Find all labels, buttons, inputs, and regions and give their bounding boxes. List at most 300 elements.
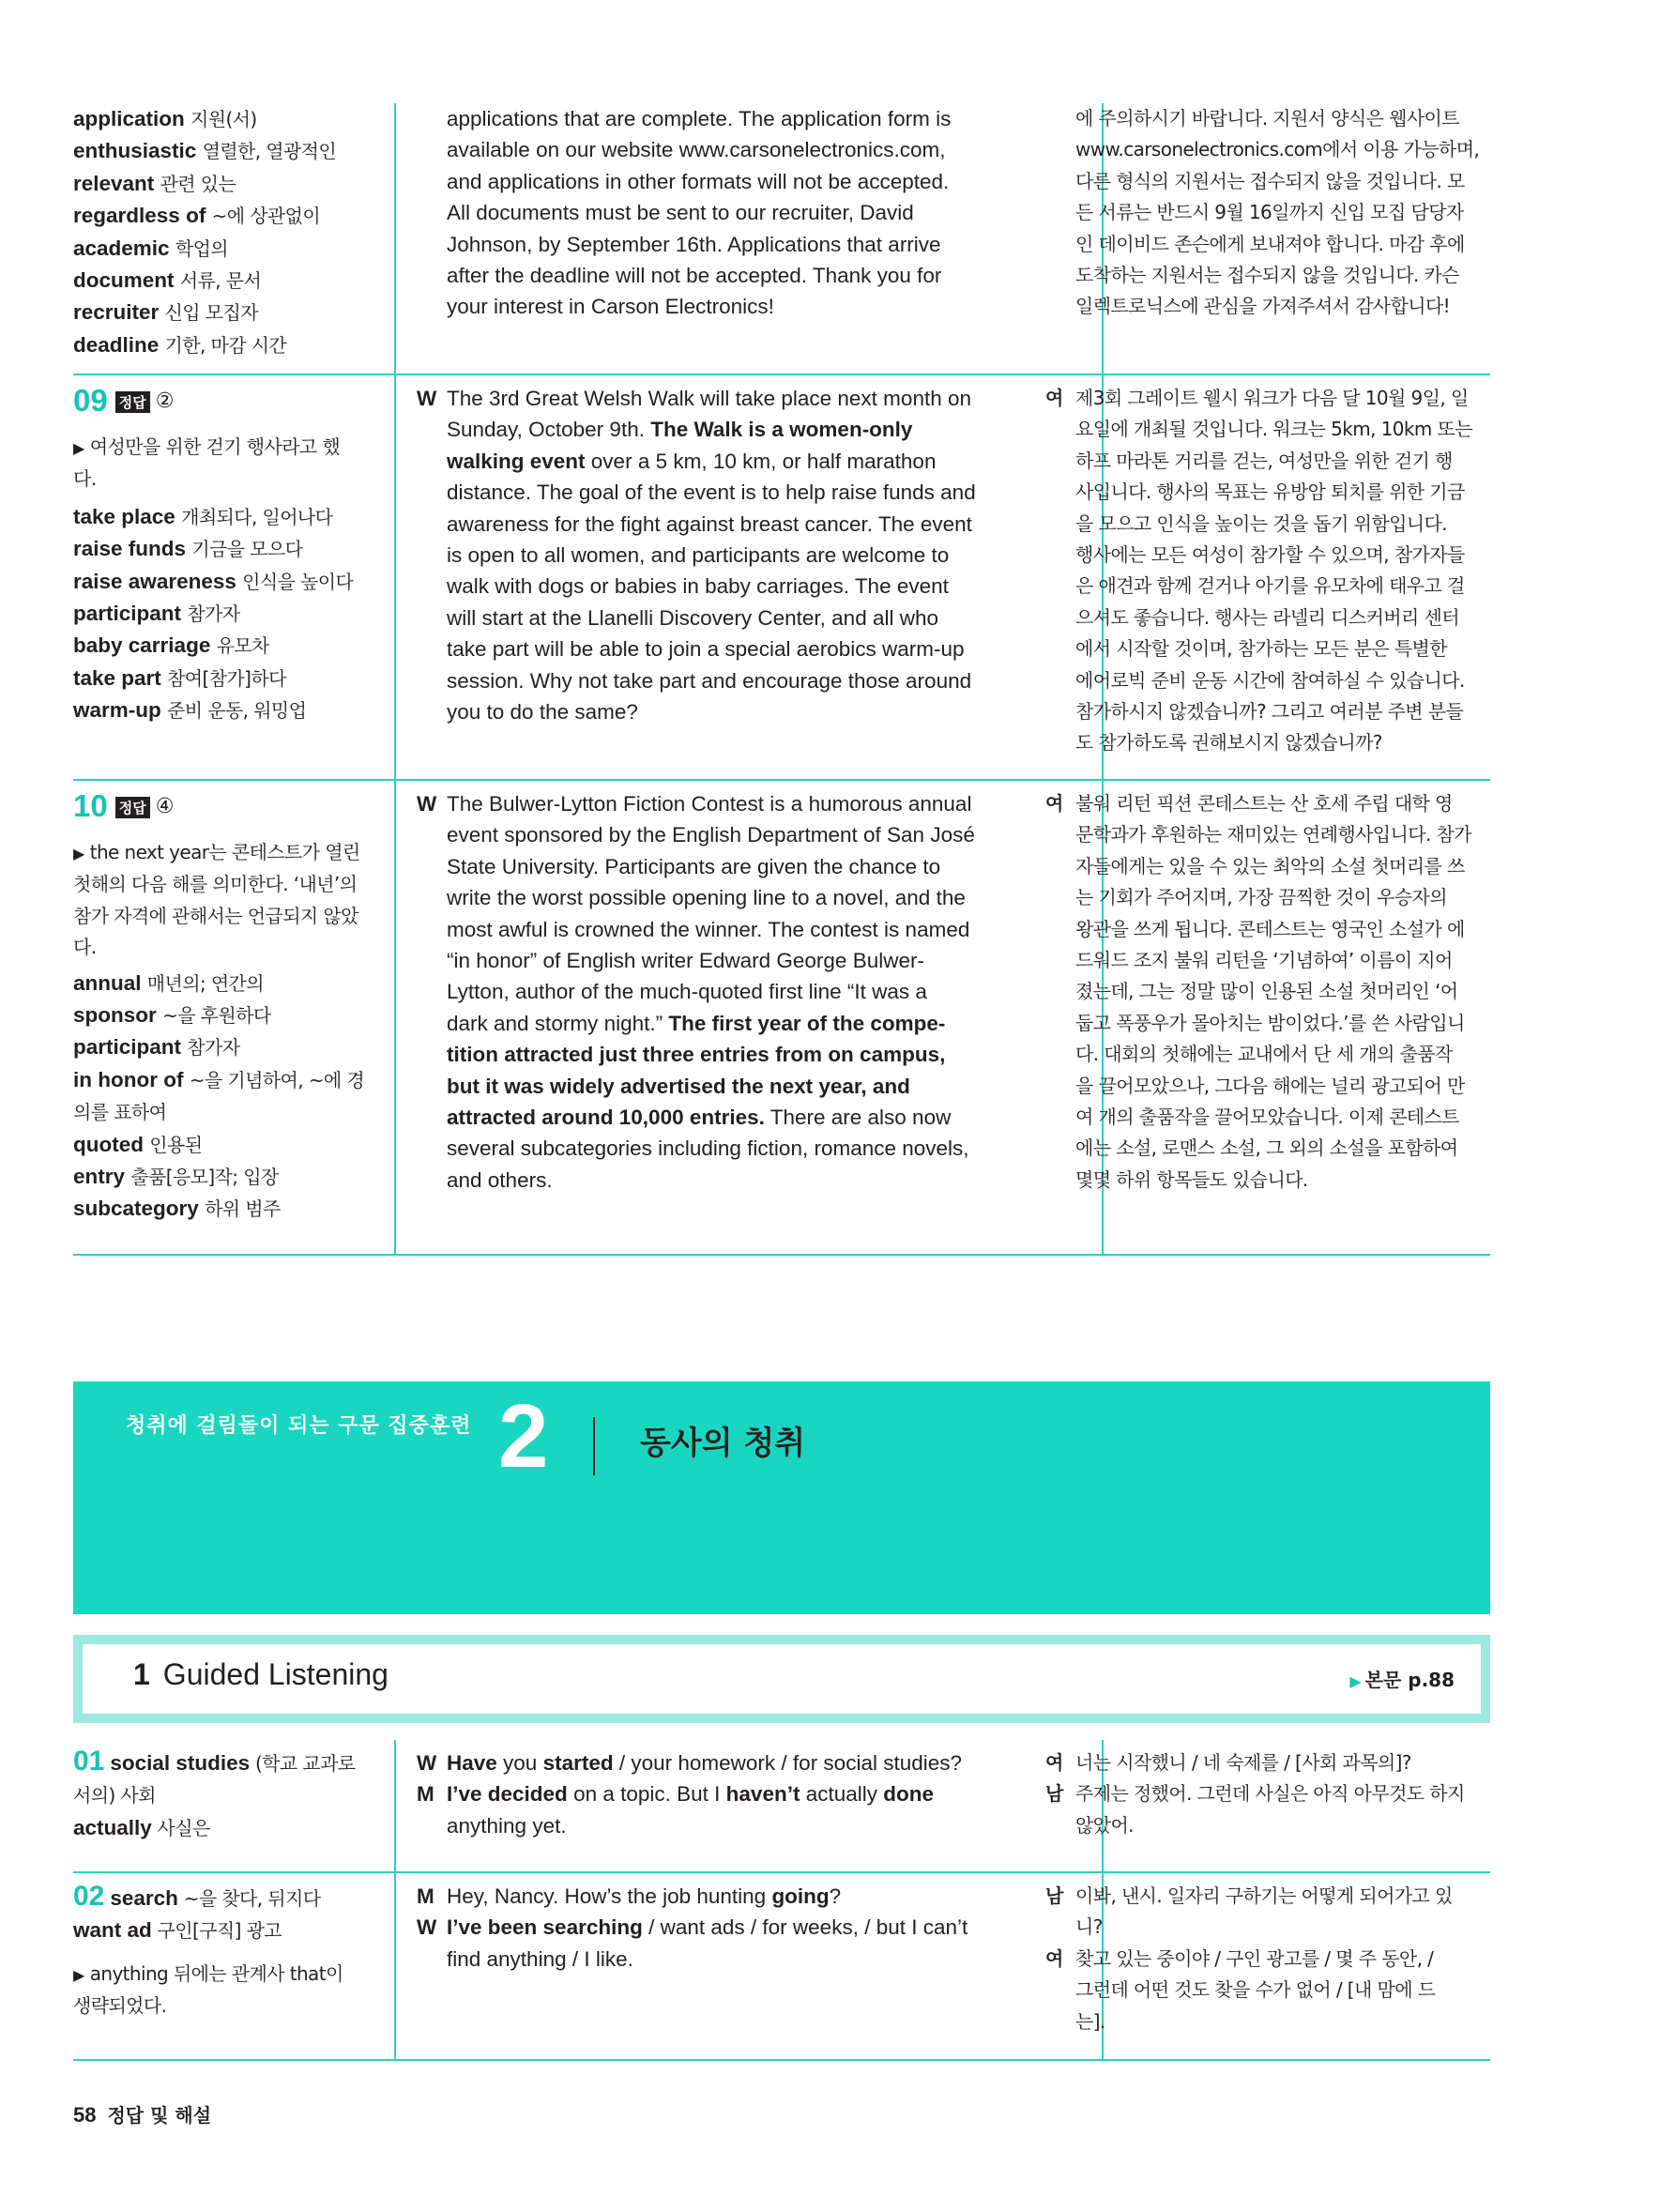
- explanation-line: [73, 1959, 383, 1991]
- script-text: session. Why not take part and encourage those around: [447, 668, 972, 693]
- script-text: Sunday, October 9th.: [447, 418, 651, 442]
- translation-text: 몇몇 하위 항목들도 있습니다.: [1075, 1167, 1308, 1191]
- script-line: and applications in other formats will not be accepted.: [447, 169, 950, 193]
- vocab-item: [73, 663, 383, 694]
- vocab-meaning: ~을 기념하여, ~에 경: [189, 1068, 365, 1091]
- translation-text: 은 애견과 함께 걷거나 아기를 유모차에 태우고 걸: [1075, 574, 1465, 598]
- vocab-item: [73, 999, 383, 1031]
- vocab-item: [73, 200, 383, 232]
- explanation-text: 다.: [73, 936, 97, 959]
- script-text: / want ads / for weeks, / but I can’t: [642, 1915, 968, 1940]
- guided-title: Guided Listening: [162, 1657, 389, 1691]
- vocab-meaning: ~을 후원하다: [162, 1004, 271, 1028]
- vocab-item: [73, 694, 383, 726]
- script-text: State University. Participants are given the chance to: [447, 854, 941, 878]
- translation-line: [1045, 1778, 1490, 1809]
- script-line: [447, 477, 1122, 508]
- guided-inner: [83, 1644, 1481, 1714]
- explanation-text: 다.: [73, 467, 97, 491]
- explanation-line: [73, 464, 383, 495]
- vocab-meaning: 참여[참가]하다: [167, 666, 286, 690]
- translation-line: [1045, 1944, 1490, 1975]
- script-text: started: [542, 1751, 614, 1775]
- translation-text: 으셔도 좋습니다. 행사는 라넬리 디스커버리 센터: [1075, 605, 1459, 629]
- g02-left-column: [73, 1881, 383, 2022]
- question-10-row: [73, 781, 1490, 1256]
- vocab-item: [73, 1031, 383, 1063]
- vocab-meaning: 신입 모집자: [164, 301, 258, 325]
- vocab-item: [73, 168, 383, 200]
- translation-text: 행사에는 모든 여성이 참가할 수 있으며, 참가자들: [1075, 543, 1465, 567]
- g01-left-column: [73, 1746, 383, 1844]
- triangle-right-icon: ▶: [73, 439, 84, 457]
- script-text: find anything / I like.: [447, 1946, 633, 1971]
- script-column: [447, 103, 1122, 323]
- script-text: awareness for the fight against breast cancer. The event: [447, 511, 972, 536]
- script-text: The Bulwer-Lytton Fiction Contest is a humorous annual: [447, 792, 972, 816]
- q10-script: [417, 788, 1122, 1196]
- translation-line: [1075, 446, 1490, 477]
- script-line: [447, 976, 1122, 1007]
- translation-text: 을 모으고 인식을 높이는 것을 돕기 위함입니다.: [1075, 511, 1447, 535]
- vocab-term: subcategory: [73, 1197, 199, 1221]
- translation-line: [1075, 1039, 1490, 1070]
- triangle-right-icon: ▶: [73, 1965, 84, 1984]
- vocab-item: [73, 1161, 383, 1193]
- translation-line: 인 데이비드 존슨에게 보내져야 합니다. 마감 후에: [1075, 232, 1465, 255]
- vocab-item: [73, 135, 383, 167]
- translation-line: [1075, 603, 1490, 633]
- vocab-text: ~을 찾다, 뒤지다: [177, 1887, 321, 1910]
- question-number: 01: [73, 1746, 105, 1777]
- translation-text: 요일에 개최될 것입니다. 워크는 5km, 10km 또는: [1075, 418, 1472, 441]
- translation-text: 않았어.: [1075, 1813, 1134, 1837]
- speaker-label: 여: [1045, 792, 1063, 815]
- vocab-item: [73, 501, 383, 533]
- vocab-meaning: 인용된: [149, 1133, 203, 1156]
- explanation-text: 첫해의 다음 해를 의미한다. ‘내년’의: [73, 873, 358, 896]
- explanation-line: [73, 901, 383, 932]
- translation-line: [1075, 819, 1490, 850]
- vocab-item: [73, 233, 383, 265]
- explanation-line: [73, 869, 383, 900]
- translation-text: 을 끌어모았으나, 그다음 해에는 널리 광고되어 만: [1075, 1074, 1465, 1097]
- explanation-text: the next year는 콘테스트가 열린: [89, 841, 360, 863]
- script-line: [447, 1008, 1122, 1039]
- speaker-label: W: [417, 1915, 437, 1940]
- script-text: The first year of the compe-: [668, 1011, 946, 1035]
- vocab-term: in honor of: [73, 1067, 184, 1091]
- vocab-term: raise funds: [73, 537, 187, 561]
- script-line: [447, 819, 1122, 850]
- translation-text: 제3회 그레이트 웰시 워크가 다음 달 10월 9일, 일: [1075, 387, 1469, 409]
- translation-line: [1075, 1165, 1490, 1196]
- script-text: The 3rd Great Welsh Walk will take place next month on: [447, 387, 971, 410]
- translation-line: [1075, 727, 1490, 758]
- translation-text: 에서 시작할 것이며, 참가하는 모든 분은 특별한: [1075, 637, 1447, 661]
- ref-label: 본문: [1364, 1669, 1402, 1691]
- guided-number: 1: [133, 1657, 150, 1691]
- script-text: write the worst possible opening line to a novel, and the: [447, 886, 966, 910]
- vocab-text: want ad: [73, 1918, 152, 1943]
- translation-column: [1075, 103, 1480, 323]
- translation-line: [1075, 851, 1490, 882]
- vocab-line: [73, 1746, 383, 1779]
- script-text: going: [771, 1884, 830, 1908]
- script-line: [447, 1039, 1122, 1070]
- script-line: [447, 1102, 1122, 1133]
- script-text: but it was widely advertised the next year, and: [447, 1074, 910, 1098]
- vocab-meaning: 열렬한, 열광적인: [202, 140, 337, 163]
- vocab-meaning: 지원(서): [190, 108, 257, 130]
- answer-mark: ④: [155, 795, 175, 818]
- guided-listening-header: [73, 1635, 1490, 1723]
- translation-text: 여 개의 출품작을 끌어모았습니다. 이제 콘테스트: [1075, 1106, 1459, 1129]
- script-text: you to do the same?: [447, 700, 638, 725]
- vocab-item: [73, 1096, 383, 1128]
- vocab-item: [73, 598, 383, 630]
- script-text: The Walk is a women-only: [650, 418, 913, 442]
- script-text: dark and stormy night.”: [447, 1011, 669, 1035]
- translation-line: [1075, 882, 1490, 913]
- banner-divider: [593, 1417, 595, 1475]
- speaker-label: W: [417, 1751, 437, 1775]
- script-line: [447, 851, 1122, 882]
- translation-line: [1075, 633, 1490, 664]
- q09-explanation: [73, 432, 383, 496]
- vocab-line: [73, 1779, 383, 1811]
- script-line: [417, 1881, 1122, 1912]
- speaker-label: M: [417, 1884, 434, 1908]
- vocab-term: entry: [73, 1165, 126, 1189]
- script-line: Johnson, by September 16th. Applications that arrive: [447, 232, 941, 256]
- vocab-term: academic: [73, 236, 170, 260]
- script-text: actually: [800, 1782, 884, 1807]
- vocab-term: application: [73, 107, 185, 130]
- translation-line: [1045, 383, 1490, 414]
- script-text: There are also now: [764, 1106, 952, 1130]
- translation-line: www.carsonelectronics.com에서 이용 가능하며,: [1075, 138, 1480, 161]
- vocab-term: quoted: [73, 1132, 144, 1156]
- vocab-term: warm-up: [73, 698, 161, 723]
- vocab-item: [73, 265, 383, 297]
- vocab-line: [73, 1915, 383, 1946]
- script-text: take part will be able to join a special aerobics warm-up: [447, 637, 965, 662]
- vocab-term: participant: [73, 1035, 182, 1060]
- vocab-term: enthusiastic: [73, 139, 197, 163]
- ref-page: p.88: [1408, 1669, 1455, 1691]
- script-line: [447, 1071, 1122, 1102]
- explanation-text: 참가 자격에 관해서는 언급되지 않았: [73, 904, 358, 927]
- question-number: 09: [73, 383, 108, 418]
- script-text: several subcategories including fiction, romance novels,: [447, 1137, 969, 1161]
- translation-text: 하프 마라톤 거리를 걷는, 여성만을 위한 걷기 행: [1075, 449, 1453, 472]
- vocab-item: [73, 968, 383, 999]
- translation-line: [1045, 1881, 1490, 1912]
- vocab-text: social studies: [110, 1751, 251, 1775]
- q09-left-column: [73, 383, 383, 727]
- vocab-text: (학교 교과로: [250, 1752, 356, 1775]
- page-reference: [1349, 1665, 1455, 1692]
- script-line: available on our website www.carsonelectronics.com,: [447, 138, 946, 162]
- vocab-meaning: 서류, 문서: [179, 269, 262, 293]
- script-line: [447, 1944, 1122, 1975]
- script-line: [417, 1747, 1122, 1778]
- script-text: you: [496, 1751, 543, 1775]
- translation-text: 문학과가 후원하는 재미있는 연례행사입니다. 참가: [1075, 823, 1471, 847]
- triangle-right-icon: ▶: [73, 845, 84, 862]
- translation-text: 는].: [1075, 2009, 1105, 2033]
- vocab-text: actually: [73, 1815, 152, 1839]
- q10-header: [73, 788, 383, 833]
- answer-tag: 정답: [115, 797, 150, 818]
- q09-translation: [1045, 383, 1490, 759]
- vocab-item: [73, 1064, 383, 1096]
- translation-line: [1075, 1008, 1490, 1039]
- guided-01-row: [73, 1740, 1490, 1873]
- explanation-line: [73, 432, 383, 464]
- script-line: [417, 788, 1122, 819]
- vocab-meaning: 관련 있는: [160, 172, 236, 195]
- vocab-meaning: 기한, 마감 시간: [164, 333, 287, 357]
- explanation-text: 생략되었다.: [73, 1994, 167, 2018]
- script-text: is open to all women, and participants are welcome to: [447, 543, 950, 568]
- page-number: 58: [73, 2103, 97, 2127]
- banner-subtitle: 청취에 걸림돌이 되는 구문 집중훈련: [126, 1414, 472, 1438]
- translation-text: 그런데 어떤 것도 찾을 수가 없어 / [내 맘에 드: [1075, 1978, 1436, 2002]
- page-footer: [73, 2100, 211, 2128]
- triangle-right-icon: ▶: [1349, 1672, 1362, 1690]
- script-text: “in honor” of English writer Edward George Bulwer-: [447, 949, 924, 973]
- banner-number: 2: [498, 1386, 549, 1487]
- script-text: walk with dogs or babies in baby carriages. The event: [447, 574, 949, 599]
- script-line: [447, 945, 1122, 976]
- vocab-meaning: ~에 상관없이: [211, 205, 321, 228]
- banner-title: 동사의 청취: [640, 1425, 806, 1462]
- speaker-label: 여: [1045, 1946, 1063, 1970]
- vocab-meaning: 학업의: [175, 236, 229, 260]
- translation-line: [1045, 1747, 1490, 1778]
- script-line: All documents must be sent to our recruiter, David: [447, 201, 914, 225]
- translation-text: 참가하시지 않겠습니까? 그리고 여러분 주변 분들: [1075, 700, 1464, 724]
- translation-line: [1075, 540, 1490, 571]
- speaker-label: M: [417, 1782, 434, 1807]
- translation-line: 에 주의하시기 바랍니다. 지원서 양식은 웹사이트: [1075, 107, 1459, 130]
- script-line: [417, 1912, 1122, 1943]
- script-text: on a topic. But I: [567, 1782, 726, 1807]
- translation-text: 찾고 있는 중이야 / 구인 광고를 / 몇 주 동안, /: [1075, 1946, 1434, 1970]
- translation-text: 드워드 조지 불워 리턴을 ‘기념하여’ 이름이 지어: [1075, 949, 1453, 972]
- translation-line: [1075, 2006, 1490, 2037]
- answer-tag: 정답: [115, 391, 150, 413]
- vocab-term: regardless of: [73, 204, 206, 228]
- script-line: your interest in Carson Electronics!: [447, 295, 774, 319]
- vocab-meaning: 준비 운동, 워밍업: [167, 699, 307, 723]
- script-text: will start at the Llanelli Discovery Center, and all who: [447, 605, 938, 630]
- translation-line: [1045, 788, 1490, 819]
- question-09-row: [73, 375, 1490, 781]
- q10-left-column: [73, 788, 383, 1226]
- translation-text: 다. 대회의 첫해에는 교내에서 단 세 개의 출품작: [1075, 1043, 1453, 1066]
- script-text: event sponsored by the English Department of San José: [447, 823, 975, 847]
- script-line: after the deadline will not be accepted. Thank you for: [447, 264, 942, 288]
- script-line: [447, 914, 1122, 945]
- translation-text: 불워 리턴 픽션 콘테스트는 산 호세 주립 대학 영: [1075, 792, 1453, 815]
- vocab-text: search: [110, 1886, 178, 1910]
- translation-line: [1075, 945, 1490, 976]
- g02-vocab: [73, 1881, 383, 1947]
- vocab-term: relevant: [73, 171, 155, 195]
- question-number: 02: [73, 1881, 105, 1912]
- script-text: ?: [829, 1884, 842, 1908]
- q10-explanation: [73, 837, 383, 964]
- row-continuation: [73, 103, 1490, 375]
- g01-script: [417, 1747, 1122, 1841]
- vocab-text: 서의) 사회: [73, 1784, 156, 1808]
- translation-line: 일렉트로닉스에 관심을 가져주셔서 감사합니다!: [1075, 295, 1451, 318]
- question-number: 10: [73, 788, 108, 823]
- script-text: haven’t: [725, 1782, 800, 1807]
- vocab-item: [73, 630, 383, 662]
- vocab-item: [73, 1129, 383, 1161]
- translation-line: [1075, 1975, 1490, 2006]
- translation-text: 둡고 폭풍우가 몰아치는 밤이었다.’를 쓴 사람입니: [1075, 1011, 1465, 1034]
- translation-text: 주제는 정했어. 그런데 사실은 아직 아무것도 하지: [1075, 1782, 1465, 1806]
- script-line: [447, 446, 1122, 477]
- vocab-item: [73, 297, 383, 328]
- q10-translation: [1045, 788, 1490, 1196]
- script-text: distance. The goal of the event is to help raise funds and: [447, 481, 976, 505]
- speaker-label: W: [417, 387, 437, 410]
- translation-line: [1075, 1133, 1490, 1164]
- g01-vocab: [73, 1746, 383, 1844]
- translation-text: 에어로빅 준비 운동 시간에 참여하실 수 있습니다.: [1075, 668, 1465, 692]
- script-line: [447, 633, 1122, 664]
- q09-vocab: [73, 501, 383, 727]
- translation-line: [1075, 1810, 1490, 1841]
- vocab-meaning: 개최되다, 일어나다: [181, 505, 333, 528]
- script-line: [447, 1165, 1122, 1196]
- vocab-term: baby carriage: [73, 633, 211, 658]
- explanation-text: anything 뒤에는 관계사 that이: [89, 1961, 343, 1985]
- script-line: [447, 540, 1122, 571]
- script-line: [447, 1810, 1122, 1841]
- translation-line: [1075, 571, 1490, 602]
- translation-text: 졌는데, 그는 정말 많이 인용된 소설 첫머리인 ‘어: [1075, 980, 1458, 1003]
- vocab-meaning: 참가자: [187, 1036, 240, 1060]
- script-text: / your homework / for social studies?: [613, 1751, 963, 1775]
- vocab-item: [73, 329, 383, 361]
- script-text: attracted around 10,000 entries.: [447, 1106, 765, 1130]
- vocab-text: 구인[구직] 광고: [151, 1919, 282, 1943]
- g02-explanation: [73, 1959, 383, 2022]
- guided-02-row: [73, 1873, 1490, 2061]
- translation-line: [1075, 914, 1490, 945]
- script-text: Have: [447, 1751, 497, 1775]
- section-banner: [73, 1381, 1490, 1614]
- script-line: [417, 383, 1122, 414]
- translation-line: [1075, 1071, 1490, 1102]
- translation-text: 니?: [1075, 1915, 1103, 1939]
- vocab-text: 사실은: [151, 1816, 210, 1839]
- explanation-line: [73, 1991, 383, 2021]
- g01-translation: [1045, 1747, 1490, 1841]
- translation-line: 다른 형식의 지원서는 접수되지 않을 것입니다. 모: [1075, 169, 1465, 192]
- script-text: walking event: [447, 449, 586, 473]
- vocab-item: [73, 1193, 383, 1225]
- translation-text: 도 참가하도록 권해보시지 않겠습니까?: [1075, 731, 1382, 755]
- vocab-meaning: 하위 범주: [205, 1198, 281, 1221]
- translation-text: 왕관을 쓰게 됩니다. 콘테스트는 영국인 소설가 에: [1075, 917, 1465, 940]
- script-text: I’ve been searching: [447, 1915, 643, 1940]
- translation-text: 자들에게는 있을 수 있는 최악의 소설 첫머리를 쓰: [1075, 854, 1465, 877]
- q09-script: [417, 383, 1122, 727]
- script-text: tition attracted just three entries from on campus,: [447, 1043, 946, 1067]
- translation-line: 든 서류는 반드시 9월 16일까지 신입 모집 담당자: [1075, 201, 1464, 224]
- vocab-item: [73, 566, 383, 598]
- translation-line: [1075, 976, 1490, 1007]
- g02-translation: [1045, 1881, 1490, 2037]
- translation-line: [1075, 1102, 1490, 1133]
- translation-text: 너는 시작했니 / 네 숙제를 / [사회 과목의]?: [1075, 1751, 1411, 1774]
- vocab-term: take part: [73, 665, 161, 690]
- vocab-meaning: 참가자: [187, 603, 240, 626]
- q09-header: [73, 383, 383, 428]
- g02-script: [417, 1881, 1122, 1975]
- vocab-term: sponsor: [73, 1003, 157, 1028]
- script-line: [417, 1778, 1122, 1809]
- vocab-line: [73, 1881, 383, 1915]
- translation-text: 사입니다. 행사의 목표는 유방암 퇴치를 위한 기금: [1075, 481, 1465, 504]
- translation-line: [1075, 1912, 1490, 1943]
- vocab-item: [73, 533, 383, 565]
- speaker-label: 남: [1045, 1782, 1063, 1806]
- vocab-meaning: 매년의; 연간의: [146, 971, 264, 995]
- script-line: [447, 1133, 1122, 1164]
- translation-line: [1075, 665, 1490, 696]
- script-line: applications that are complete. The application form is: [447, 107, 952, 130]
- vocab-column: [73, 103, 383, 361]
- script-text: Hey, Nancy. How’s the job hunting: [447, 1884, 772, 1908]
- script-text: Lytton, author of the much-quoted first line “It was a: [447, 980, 927, 1004]
- script-text: over a 5 km, 10 km, or half marathon: [585, 449, 937, 473]
- script-line: [447, 571, 1122, 602]
- script-line: [447, 882, 1122, 913]
- script-text: most awful is crowned the winner. The contest is named: [447, 917, 970, 941]
- script-line: [447, 414, 1122, 445]
- translation-line: [1075, 509, 1490, 540]
- vocab-meaning: 인식을 높이다: [242, 570, 354, 593]
- translation-text: 는 기회가 주어지며, 가장 끔찍한 것이 우승자의: [1075, 886, 1447, 909]
- vocab-term: deadline: [73, 332, 160, 357]
- script-text: done: [883, 1782, 934, 1807]
- vocab-term: participant: [73, 602, 182, 626]
- vocab-term: annual: [73, 970, 142, 995]
- script-line: [447, 509, 1122, 540]
- script-text: anything yet.: [447, 1813, 567, 1838]
- script-text: and others.: [447, 1167, 553, 1192]
- q10-vocab: [73, 968, 383, 1226]
- vocab-term: recruiter: [73, 300, 160, 325]
- script-text: I’ve decided: [447, 1782, 568, 1807]
- translation-text: 에는 소설, 로맨스 소설, 그 외의 소설을 포함하여: [1075, 1137, 1458, 1160]
- vocab-meaning: 의를 표하여: [73, 1101, 167, 1124]
- vocab-term: raise awareness: [73, 569, 236, 593]
- vocab-line: [73, 1812, 383, 1844]
- script-line: [447, 603, 1122, 633]
- vocab-item: [73, 103, 383, 135]
- speaker-label: 여: [1045, 387, 1063, 409]
